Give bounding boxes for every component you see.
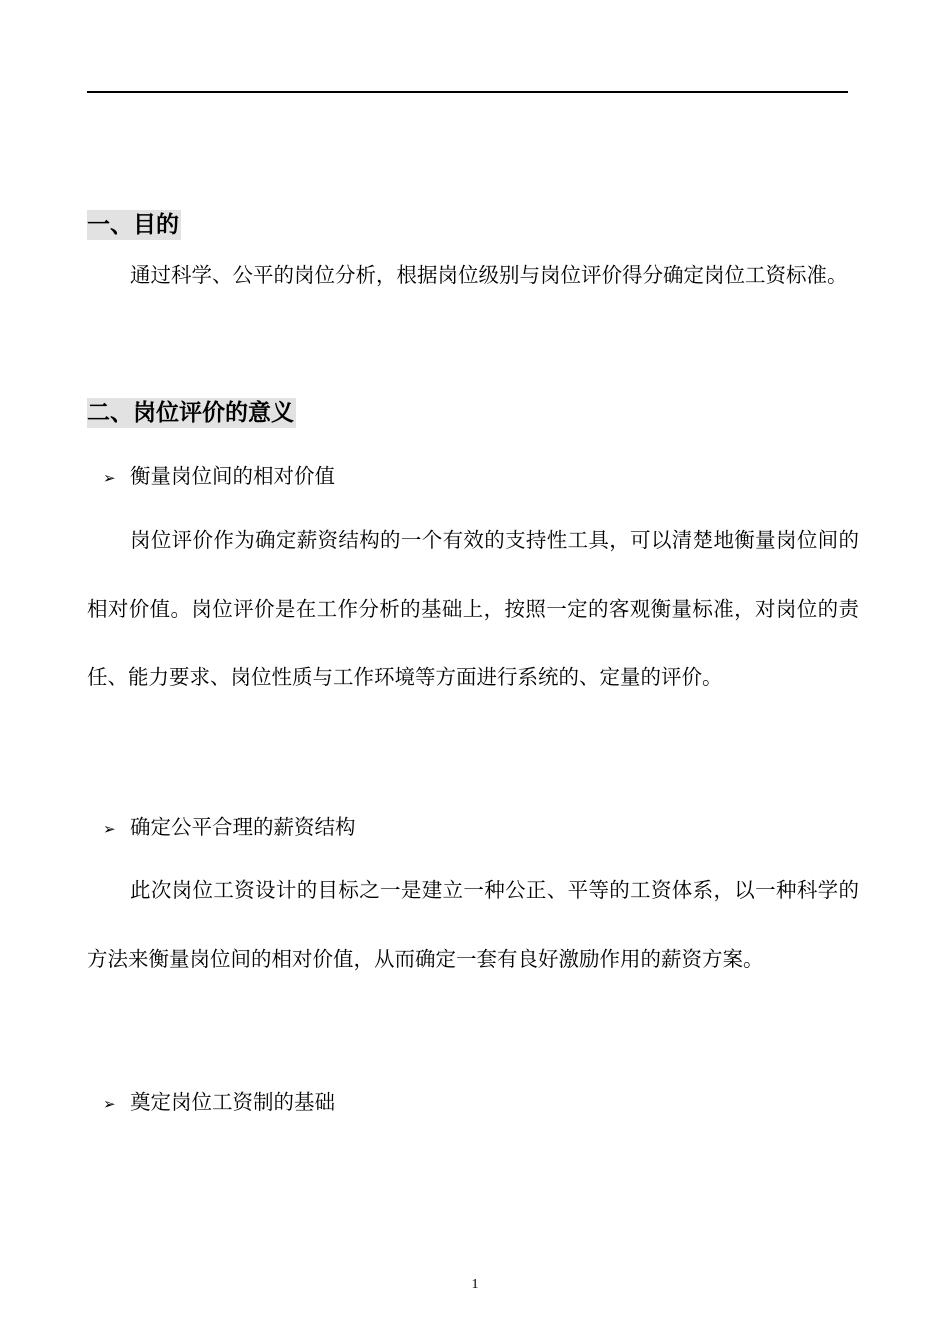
arrow-bullet-icon: ➢ [103,1095,116,1113]
page-number: 1 [471,1277,479,1292]
section-heading-significance: 二、岗位评价的意义 [87,400,294,426]
section-heading-purpose: 一、目的 [87,212,179,238]
bullet-item-foundation [103,1087,335,1119]
bullet-item-salary-structure [103,812,356,844]
arrow-bullet-icon: ➢ [103,820,116,838]
bullet-label: 确定公平合理的薪资结构 [130,815,356,839]
salary-structure-paragraph: 此次岗位工资设计的目标之一是建立一种公正、平等的工资体系，以一种科学的方法来衡量岗位间的相对价值，从而确定一套有良好激励作用的薪资方案。 [87,878,859,971]
bullet-label: 衡量岗位间的相对价值 [130,464,335,488]
arrow-bullet-icon: ➢ [103,469,116,487]
header-rule [87,91,848,93]
relative-value-paragraph: 岗位评价作为确定薪资结构的一个有效的支持性工具，可以清楚地衡量岗位间的相对价值。岗位评价是在工作分析的基础上，按照一定的客观衡量标准，对岗位的责任、能力要求、岗位性质与工作环境等方面进行系统的、定量的评价。 [87,528,859,689]
purpose-paragraph: 通过科学、公平的岗位分析，根据岗位级别与岗位评价得分确定岗位工资标准。 [130,263,848,287]
bullet-item-relative-value [103,461,335,493]
bullet-label: 奠定岗位工资制的基础 [130,1090,335,1114]
